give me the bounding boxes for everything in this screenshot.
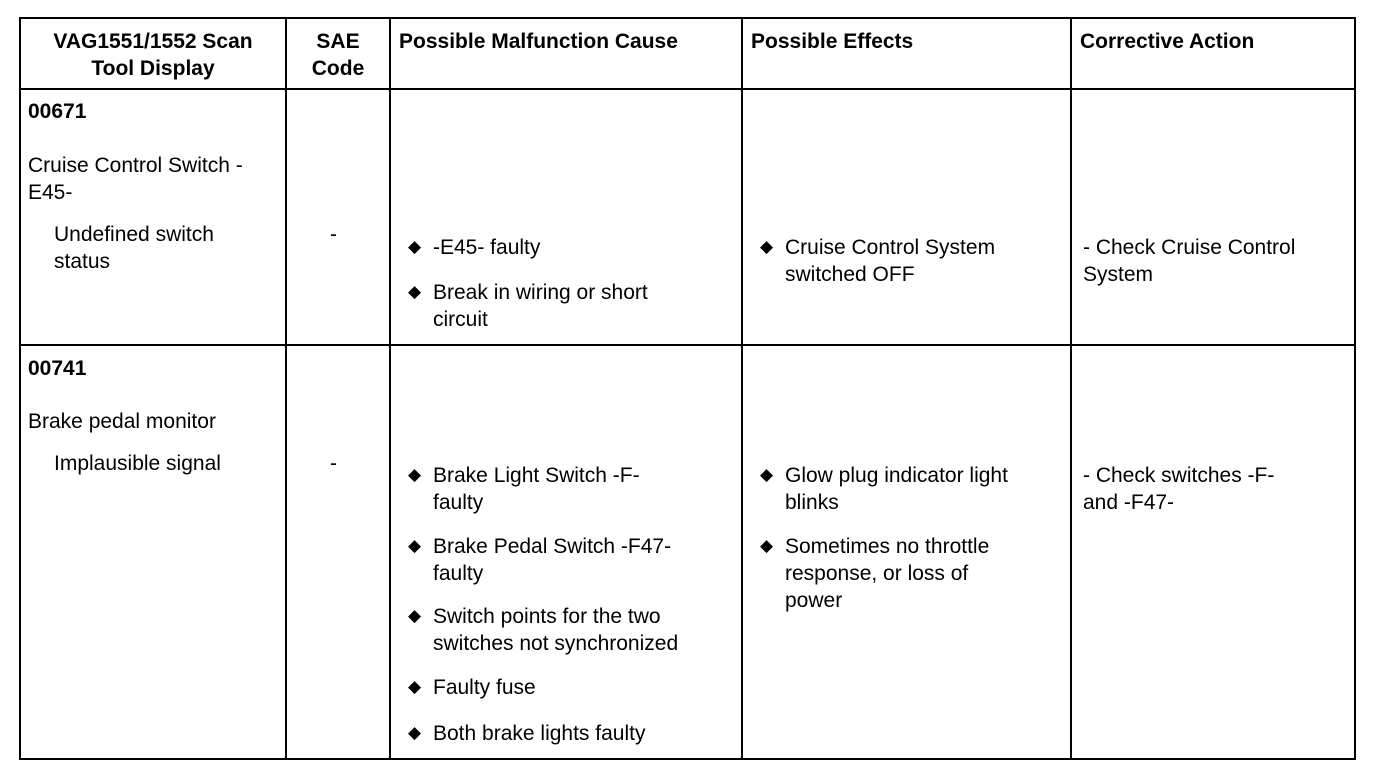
table-border-right xyxy=(1354,17,1356,760)
table-divider xyxy=(741,17,743,760)
table-divider xyxy=(19,344,1356,346)
cause-item: Brake Pedal Switch -F47- faulty xyxy=(433,535,672,585)
header-sae-code: SAE Code xyxy=(311,30,365,80)
cause-item: Faulty fuse xyxy=(433,676,536,699)
effect-item: Cruise Control System switched OFF xyxy=(785,236,996,286)
diamond-bullet-icon: ◆ xyxy=(408,282,422,301)
diamond-bullet-icon: ◆ xyxy=(408,465,422,484)
cause-item: Break in wiring or short circuit xyxy=(433,281,648,331)
diamond-bullet-icon: ◆ xyxy=(408,237,422,256)
fault-condition: Implausible signal xyxy=(54,452,221,475)
diamond-bullet-icon: ◆ xyxy=(408,536,422,555)
diamond-bullet-icon: ◆ xyxy=(408,606,422,625)
fault-code: 00671 xyxy=(28,100,87,123)
diamond-bullet-icon: ◆ xyxy=(760,465,774,484)
diamond-bullet-icon: ◆ xyxy=(408,723,422,742)
table-border-top xyxy=(19,17,1356,19)
effect-item: Sometimes no throttle response, or loss of power xyxy=(785,535,990,612)
component-name: Cruise Control Switch - E45- xyxy=(28,154,243,204)
sae-code: - xyxy=(330,223,337,246)
component-name: Brake pedal monitor xyxy=(28,410,216,433)
table-border-bottom xyxy=(19,758,1356,760)
header-possible-effects: Possible Effects xyxy=(751,30,914,53)
cause-item: Brake Light Switch -F- faulty xyxy=(433,464,640,514)
header-malfunction-cause: Possible Malfunction Cause xyxy=(399,30,678,53)
cause-item: Both brake lights faulty xyxy=(433,722,646,745)
diagnostic-table xyxy=(19,17,1356,760)
corrective-action: - Check Cruise Control System xyxy=(1083,236,1296,286)
corrective-action: - Check switches -F- and -F47- xyxy=(1083,464,1275,514)
header-corrective-action: Corrective Action xyxy=(1080,30,1255,53)
table-divider xyxy=(19,88,1356,90)
table-border-left xyxy=(19,17,21,760)
table-divider xyxy=(285,17,287,760)
header-scan-tool-display: VAG1551/1552 Scan Tool Display xyxy=(53,30,253,80)
table-divider xyxy=(1070,17,1072,760)
cause-item: Switch points for the two switches not synchronized xyxy=(433,605,679,655)
diamond-bullet-icon: ◆ xyxy=(760,536,774,555)
diamond-bullet-icon: ◆ xyxy=(408,677,422,696)
effect-item: Glow plug indicator light blinks xyxy=(785,464,1008,514)
fault-condition: Undefined switch status xyxy=(54,223,214,273)
fault-code: 00741 xyxy=(28,357,87,380)
table-divider xyxy=(389,17,391,760)
diamond-bullet-icon: ◆ xyxy=(760,237,774,256)
sae-code: - xyxy=(330,452,337,475)
cause-item: -E45- faulty xyxy=(433,236,541,259)
